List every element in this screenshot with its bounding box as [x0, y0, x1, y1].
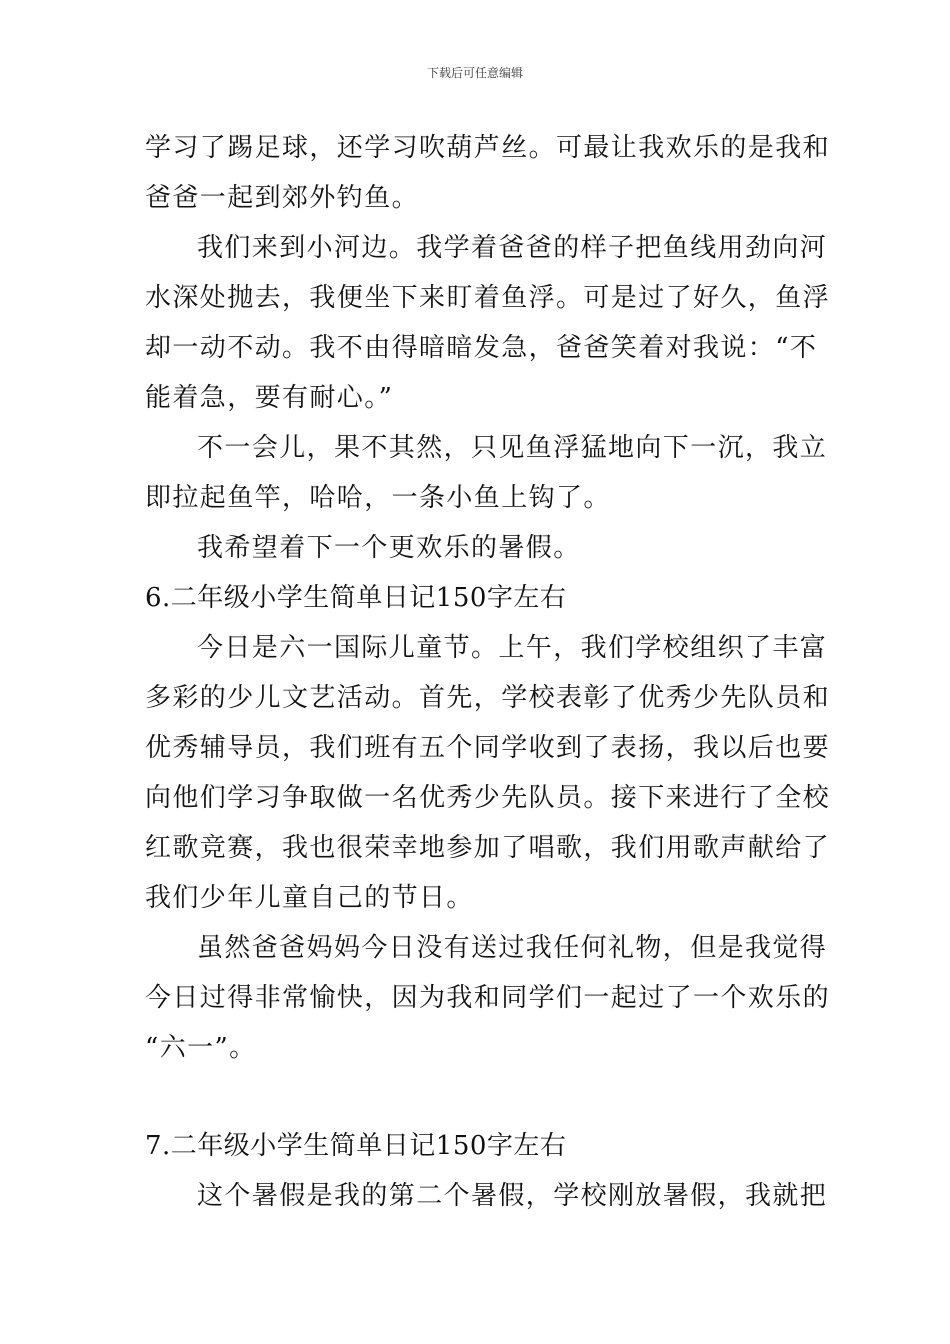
text-line: 多彩的少儿文艺活动。首先，学校表彰了优秀少先队员和: [145, 683, 831, 713]
text-line: 今日过得非常愉快，因为我和同学们一起过了一个欢乐的: [145, 983, 831, 1013]
document-body: [145, 123, 831, 1221]
text-line: 今日是六一国际儿童节。上午，我们学校组织了丰富: [197, 633, 828, 663]
text-line: 我希望着下一个更欢乐的暑假。: [197, 533, 581, 563]
text-line: 优秀辅导员，我们班有五个同学收到了表扬，我以后也要: [145, 733, 831, 763]
section-heading: 6.二年级小学生简单日记150字左右: [145, 583, 567, 613]
text-line: “六一”。: [145, 1033, 257, 1063]
text-line: 我们少年儿童自己的节日。: [145, 883, 474, 913]
text-line: 红歌竞赛，我也很荣幸地参加了唱歌，我们用歌声献给了: [145, 833, 831, 863]
text-line: 即拉起鱼竿，哈哈，一条小鱼上钩了。: [145, 483, 611, 513]
blank-line: [145, 1073, 807, 1121]
text-line: 我们来到小河边。我学着爸爸的样子把鱼线用劲向河: [197, 233, 828, 263]
text-line: 水深处抛去，我便坐下来盯着鱼浮。可是过了好久，鱼浮: [145, 283, 831, 313]
page-header-note: 下载后可任意编辑: [426, 66, 523, 80]
text-line: 这个暑假是我的第二个暑假，学校刚放暑假，我就把: [197, 1181, 828, 1211]
text-line: 不一会儿，果不其然，只见鱼浮猛地向下一沉，我立: [197, 433, 828, 463]
text-line: 向他们学习争取做一名优秀少先队员。接下来进行了全校: [145, 783, 831, 813]
text-line: 爸爸一起到郊外钓鱼。: [145, 183, 420, 213]
section-heading: 7.二年级小学生简单日记150字左右: [145, 1131, 567, 1161]
text-line: 虽然爸爸妈妈今日没有送过我任何礼物，但是我觉得: [197, 933, 828, 963]
text-line: 能着急，要有耐心。”: [145, 383, 394, 413]
text-line: 却一动不动。我不由得暗暗发急，爸爸笑着对我说：“不: [145, 333, 818, 363]
text-line: 学习了踢足球，还学习吹葫芦丝。可最让我欢乐的是我和: [145, 133, 831, 163]
